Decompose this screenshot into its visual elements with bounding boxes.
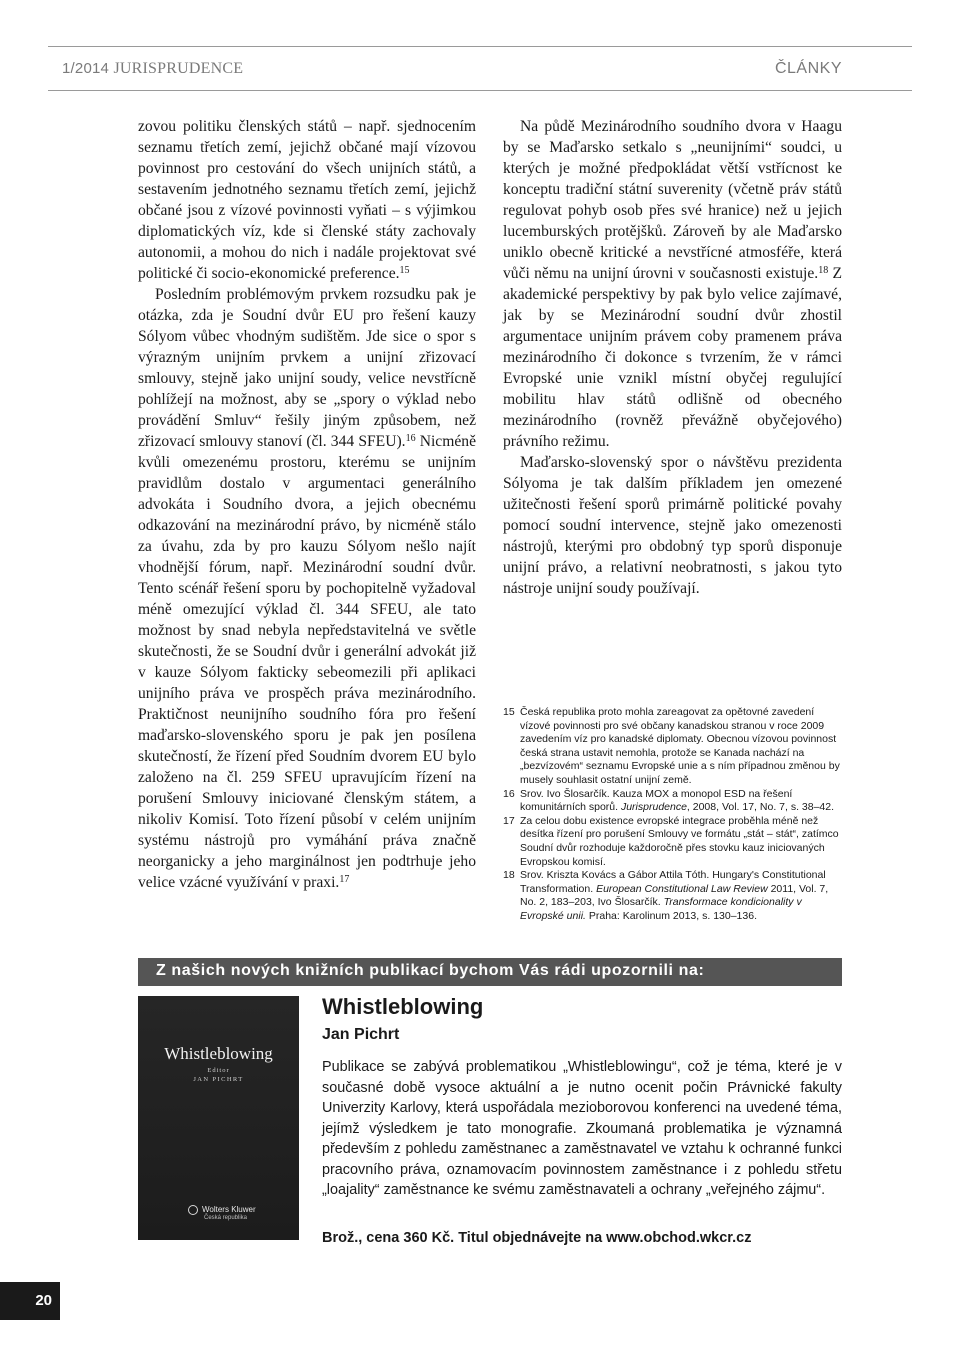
left-paragraph-1 bbox=[138, 116, 476, 284]
footnote-number: 17 bbox=[503, 814, 515, 827]
paragraph-text: Z akademické perspektivy by pak bylo velice zajímavé, jak by se Mezinárodní soudní dvůr zhostil argumentace unijním právem coby pramenem práva mezinárodního či dokonce s tvrzením, že v rámci Evropské unie vznikl místní obyčej regulující mobilitu hlav států odlišně od obecného mezinárodního (rovněž převážně obyčejového) právního režimu. bbox=[503, 265, 842, 450]
footnote-16 bbox=[503, 788, 843, 815]
footnote-17 bbox=[503, 815, 843, 869]
order-info: Brož., cena 360 Kč. Titul objednávejte na www.obchod.wkcr.cz bbox=[322, 1230, 752, 1246]
footnote-journal: Jurisprudence bbox=[620, 801, 687, 814]
footnote-book-title: Transformace kondicionality v Evropské unii. bbox=[520, 896, 802, 922]
footnote-15 bbox=[503, 706, 843, 788]
footnote-18 bbox=[503, 869, 843, 923]
book-cover-editor-label: Editor bbox=[207, 1067, 230, 1074]
footnote-text: 2011, Vol. 7, No. 2, 183–203, Ivo Šlosarčík. bbox=[520, 882, 829, 909]
journal-name: JURISPRUDENCE bbox=[113, 60, 244, 77]
footnote-number: 16 bbox=[503, 787, 515, 800]
header-rule-top bbox=[48, 46, 912, 47]
footnote-text: Za celou dobu existence evropské integrace proběhla méně než desítka řízení pro porušení Smlouvy ve formátu „stát – stát“, zatímco Soudní dvůr rozhoduje každoročně přes stovku kauz iniciovaných Evropskou komisí. bbox=[520, 814, 839, 868]
footnote-text: , 2008, Vol. 17, No. 7, s. 38–42. bbox=[686, 801, 835, 814]
book-cover-author: JAN PICHRT bbox=[193, 1076, 244, 1083]
footnote-journal: European Constitutional Law Review bbox=[596, 882, 768, 895]
book-title: Whistleblowing bbox=[322, 994, 484, 1019]
publisher-logo-icon bbox=[188, 1205, 198, 1215]
footnote-text: Srov. Kriszta Kovács a Gábor Attila Tóth. Hungary's Constitutional Transformation. bbox=[520, 869, 826, 895]
right-paragraph-1 bbox=[503, 116, 842, 452]
footnote-text: Praha: Karolinum 2013, s. 130–136. bbox=[585, 909, 757, 922]
footnote-ref-18[interactable]: 18 bbox=[818, 265, 829, 276]
footnote-ref-16[interactable]: 16 bbox=[405, 433, 416, 444]
book-author: Jan Pichrt bbox=[322, 1026, 400, 1043]
promo-banner bbox=[138, 958, 842, 986]
issue-number: 1/2014 bbox=[62, 60, 110, 77]
paragraph-text: Na půdě Mezinárodního soudního dvora v Haagu by se Maďarsko setkalo s „neunijními“ soudci, u kterých je možné předpokládat větší vstřícnost ke konceptu tradiční státní suverenity (včetně práv států regulovat pohyb osob přes své hranice) než u jejich lucemburských protějšků. Zároveň by ale Maďarsko uniklo obecně kritické a nevstřícné atmosféře, která vůči němu na unijní úrovni v současnosti existuje. bbox=[503, 118, 842, 282]
footnotes bbox=[503, 706, 843, 924]
footnote-text: Česká republika proto mohla zareagovat za opětovné zavedení vízové povinnosti pro své občany kanadskou stranou v roce 2009 zavedením víz pro kanadské diplomaty. Obecnou vízovou povinnost česká strana ustavit nemohla, protože se Kanada nachází na „bezvízovém“ seznamu Evropské unie a s ním případnou změnou by musely souhlasit ostatní unijní země. bbox=[520, 706, 840, 786]
footnote-number: 15 bbox=[503, 706, 515, 718]
left-paragraph-2 bbox=[138, 284, 476, 893]
footnote-ref-15[interactable]: 15 bbox=[399, 265, 410, 276]
left-column bbox=[138, 116, 476, 893]
book-cover-title: Whistleblowing bbox=[164, 1044, 273, 1063]
footnote-text: Srov. Ivo Šlosarčík. Kauza MOX a monopol ESD na řešení komunitárních sporů. bbox=[520, 787, 793, 814]
paragraph-text: Posledním problémovým prvkem rozsudku pak je otázka, zda je Soudní dvůr EU pro řešení kauzy Sólyom vůbec vhodným sudištěm. Jde sice o spor s výrazným unijním prvkem a unijní zřizovací smlouvy, stejně jako unijní soudy, velice nevstřícně pohlížejí na možnost, aby se „spory o výklad nebo provádění Smluv“ řešily jiným způsobem, než zřizovací smlouvy stanoví (čl. 344 SFEU). bbox=[138, 286, 476, 450]
right-paragraph-2 bbox=[503, 452, 842, 599]
promo-banner-text: Z našich nových knižních publikací bychom Vás rádi upozornili na: bbox=[156, 962, 705, 979]
paragraph-text: Nicméně kvůli omezenému prostoru, kterému se unijním pravidlům dostalo v argumentaci generálního advokáta i Soudního dvora, a jejich obecnému odkazování na mezinárodní právo, by nicméně stálo za úvahu, zda by pro kauzu Sólyom nešlo najít vhodnější fórum, např. Mezinárodní soudní dvůr. Tento scénář řešení sporu by pochopitelně vyžadoval méně omezující výklad čl. 344 SFEU, ale tato možnost by snad nebyla nepředstavitelná ve světle skutečnosti, že se Soudní dvůr i generální advokát již v kauze Sólyom fakticky sebeomezili při aplikaci unijního práva ve prospěch práva mezinárodního. Praktičnost neunijního soudního fóra pro řešení maďarsko-slovenského sporu je pak jen posílena skutečností, že řízení před Soudním dvorem EU bylo založeno na čl. 259 SFEU upravujícím řízení na porušení Smlouvy iniciované členským státem, a nikoliv Komisí. Toto řízení působí v celém unijním systému nástrojů pro vymáhání práva značně neorganicky a jeho marginálnost jen podtrhuje jeho velice vzácné využívání v praxi. bbox=[138, 433, 476, 891]
book-description bbox=[322, 1057, 842, 1201]
paragraph-text: zovou politiku členských států – např. sjednocením seznamu třetích zemí, jejichž občané mají vízovou povinnost pro cestování do všech unijních států, a sestavením jednotného seznamu třetích zemí, jejichž občané jsou z vízové povinnosti vyňati – s výjimkou diplomatických víz, kde si členské státy zachovaly autonomii, a mohou do nich i nadále projektovat své politické či socio-ekonomické preference. bbox=[138, 118, 476, 282]
book-cover[interactable] bbox=[138, 996, 299, 1240]
footnote-number: 18 bbox=[503, 869, 515, 882]
book-cover-publisher: Wolters Kluwer bbox=[202, 1205, 256, 1214]
page-number: 20 bbox=[0, 1282, 60, 1320]
right-column bbox=[503, 116, 842, 599]
running-header bbox=[62, 60, 243, 78]
book-cover-publisher-sub: Česká republika bbox=[204, 1215, 248, 1221]
header-rule-bottom bbox=[48, 90, 912, 91]
paragraph-text: Maďarsko-slovenský spor o návštěvu prezidenta Sólyoma je tak dalším příkladem jen omezené užitečnosti řešení sporů primárně politické povahy pomocí soudní intervence, stejně jako omezenosti nástrojů, kterými pro obdobný typ sporů disponuje unijní právo, a relativní neobratnosti, s jakou tyto nástroje unijní soudy používají. bbox=[503, 454, 842, 597]
book-description-text: Publikace se zabývá problematikou „Whistleblowingu“, což je téma, které je v současné době vysoce aktuální a je nutno ocenit počin Právnické fakulty Univerzity Karlovy, která uspořádala mezioborovou konferenci na uvedené téma, jejímž výsledkem je tato monografie. Zkoumaná problematika je významná především z pohledu zaměstnanec a zaměstnavatel ve vztahu k ochranné funkci pracovního práva, oznamovacím povinnostem zaměstnance i z pohledu střetu „loajality“ zaměstnance ke svému zaměstnavateli a ochrany „veřejného zájmu“. bbox=[322, 1059, 842, 1198]
section-label: ČLÁNKY bbox=[774, 60, 842, 77]
footnote-ref-17[interactable]: 17 bbox=[339, 874, 350, 885]
